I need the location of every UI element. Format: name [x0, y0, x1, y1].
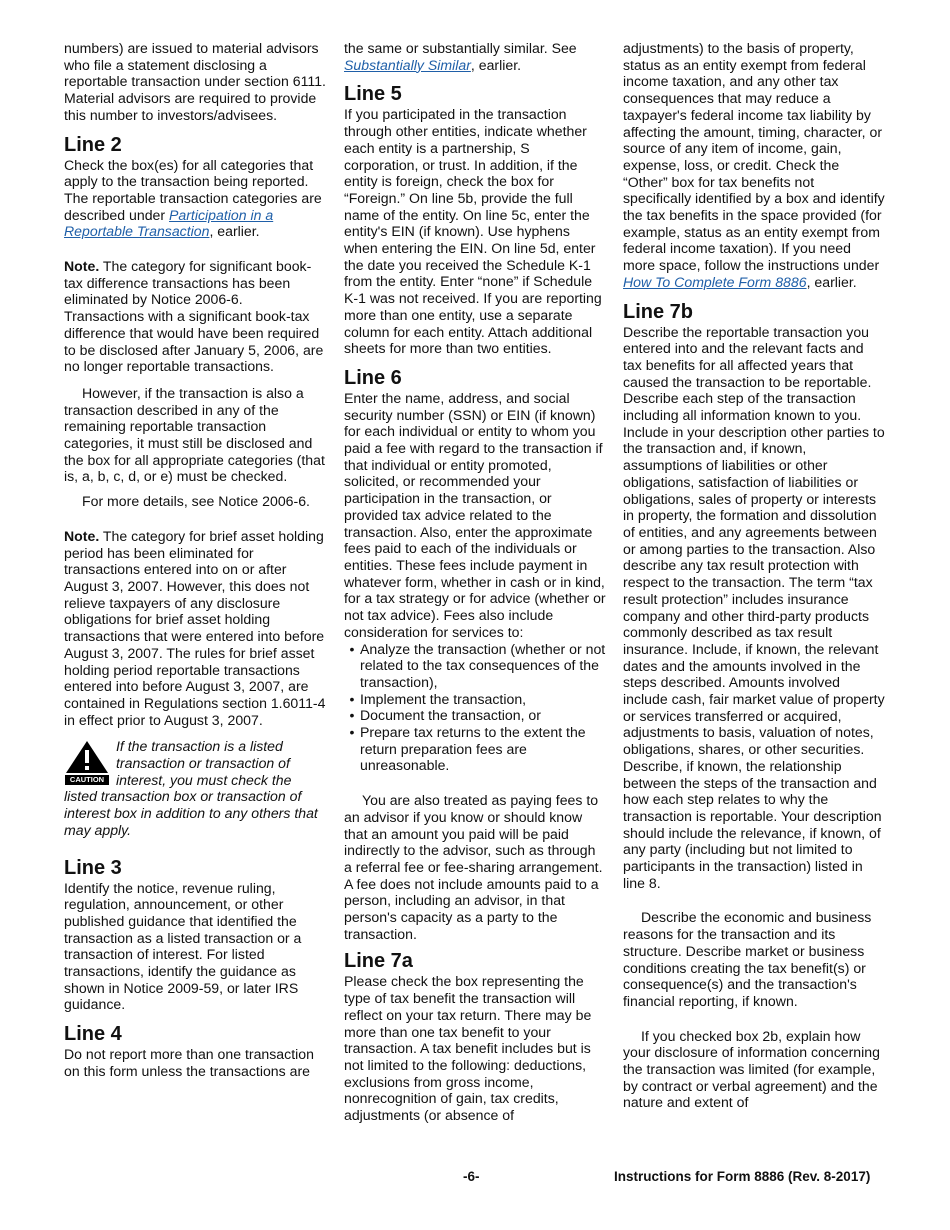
line7b-p3: If you checked box 2b, explain how your disclosure of information concerning the transaction was limited (for example, by contract or verbal agreement) and the nature and extent of [623, 1027, 880, 1111]
col1-intro: numbers) are issued to material advisors who file a statement disclosing a reportable transaction under section 6111. Material advisors are required to provide this number to investors/advisees. [64, 40, 326, 123]
line7a-heading: Line 7a [344, 950, 413, 973]
line2-note1: Note. The category for significant book-tax difference transactions has been eliminated by Notice 2006-6. Transactions with a significant book-tax difference that would have been required to be disclosed after January 5, 2006, are no longer reportable transactions. [64, 258, 324, 375]
line5-text: If you participated in the transaction through other entities, indicate whether each entity is a partnership, S corporation, or trust. In addition, if the entity is foreign, check the box for “Foreign.” On line 5b, provide the full name of the entity. On line 5c, enter the entity's EIN (if known). Use hyphens when entering the EIN. On line 5d, enter the date you received the Schedule K-1 from the entity. Enter “none” if Schedule K-1 was not received. If you are reporting more than one entity, use a separate column for each entity. Attach additional sheets for more than two entities. [344, 106, 602, 357]
participation-link[interactable]: Participation in a Reportable Transaction [64, 206, 274, 240]
column-3 [623, 40, 885, 1119]
line2-however: However, if the transaction is also a transaction described in any of the remaining reportable transaction categories, it must still be disclosed and the box for all appropriate categories (that is, a, b, c, d, or e) must be checked. [64, 384, 325, 485]
line4-text: Do not report more than one transaction on this form unless the transactions are [64, 1046, 314, 1079]
document-title: Instructions for Form 8886 (Rev. 8-2017) [614, 1169, 871, 1184]
warning-triangle-icon [65, 740, 109, 774]
page-number: -6- [463, 1169, 480, 1184]
line2-note2: Note. The category for brief asset holding period has been eliminated for transactions entered into on or after August 3, 2007. However, this does not relieve taxpayers of any disclosure obligations for brief asset holding transactions that were entered into before August 3, 2007. The rules for brief asset holding period reportable transactions entered into before August 3, 2007, are contained in Regulations section 1.6011-4 in effect prior to August 3, 2007. [64, 527, 326, 728]
line7b-text: Describe the reportable transaction you entered into and the relevant facts and tax benefits for all affected years that caused the transaction to be reportable. Describe each step of the transaction including all information known to you. Include in your description other parties to the transaction and, if known, assumptions of liabilities or other obligations, satisfaction of liabilities or obligations, sales of property or interests in property, the formation and dissolution of entities, and any agreements between or among parties to the transaction. Also describe any tax result protection with respect to the transaction. The term “tax result protection” includes insurance company and other third-party products commonly described as tax result insurance. Include, if known, the relevant dates and the amounts involved in the steps described. Amounts involved include cash, fair market value of property or services transferred or acquired, adjustments to basis, valuation of notes, obligations, shares, or other securities. Describe, if known, the relationship between the steps of the transaction and how each step relates to why the transaction is reportable. Your description should include the relevance, if known, of any party (including but not limited to participants in the transaction) listed in line 8. [623, 323, 885, 891]
line6-bullet: • Implement the transaction, [349, 690, 527, 707]
line7a-text: Please check the box representing the type of tax benefit the transaction will reflect on your tax return. There may be more than one tax benefit to your transaction. A tax benefit includes but is not limited to the following: deductions, exclusions from gross income, nonrecognition of gain, tax credits, adjustments (or absence of [344, 973, 592, 1124]
line4-heading: Line 4 [64, 1023, 122, 1046]
line6-bullet: • Analyze the transaction (whether or not related to the tax consequences of the transaction), [349, 640, 606, 690]
caution-text: If the transaction is a listed transaction or transaction of interest, you must check the listed transaction box or transaction of interest box in addition to any others that may apply. [64, 738, 318, 838]
line5-heading: Line 5 [344, 83, 402, 106]
column-1 [64, 40, 326, 1090]
col3-intro: adjustments) to the basis of property, status as an entity exempt from federal income taxation, and any other tax consequences that may reduce a taxpayer's federal income tax liability by affecting the amount, timing, character, or source of any item of income, gain, expense, loss, or credit. Check the “Other” box for tax benefits not specifically identified by a box and identify the tax benefits in the space provided (for example, status as an entity exempt from federal income taxation). If you need more space, follow the instructions under How To Complete Form 8886, earlier. [623, 40, 885, 290]
line2-paragraph: Check the box(es) for all categories that apply to the transaction being reported. The reportable transaction categories are described under Participation in a Reportable Transaction, earlier. [64, 156, 322, 240]
line6-heading: Line 6 [344, 366, 402, 389]
col2-intro: the same or substantially similar. See Substantially Similar, earlier. [344, 40, 577, 73]
caution-icon [64, 740, 110, 786]
column-2 [344, 40, 606, 1134]
line7b-heading: Line 7b [623, 300, 694, 323]
line6-also: You are also treated as paying fees to an advisor if you know or should know that an amount you paid will be paid indirectly to the advisor, such as through a referral fee or fee-sharing arrangement. A fee does not include amounts paid to a person, including an advisor, in that person's capacity as a party to the transaction. [344, 792, 603, 942]
substantially-similar-link[interactable]: Substantially Similar [344, 56, 471, 73]
line6-bullet-list [344, 641, 606, 775]
line2-heading: Line 2 [64, 133, 122, 156]
caution-label: CAUTION [65, 775, 109, 785]
line6-bullet: • Document the transaction, or [349, 707, 541, 724]
line3-text: Identify the notice, revenue ruling, regulation, announcement, or other published guidance that identified the transaction as a listed transaction or a transaction of interest. For listed transactions, identify the guidance as shown in Notice 2009-59, or later IRS guidance. [64, 879, 302, 1013]
line2-more-details: For more details, see Notice 2006-6. [82, 493, 310, 510]
line6-bullet: • Prepare tax returns to the extent the return preparation fees are unreasonable. [349, 724, 586, 774]
line6-text: Enter the name, address, and social security number (SSN) or EIN (if known) for each individual or entity to whom you paid a fee with regard to the transaction if that individual or entity promoted, solicited, or recommended your participation in the transaction, or provided tax advice related to the transaction. Also, enter the approximate fees paid to each of the individuals or entities. These fees include payment in whatever form, whether in cash or in kind, for a tax strategy or for advice (whether or not tax advice). Fees also include consideration for services to: [344, 389, 606, 640]
line3-heading: Line 3 [64, 856, 122, 879]
caution-block [64, 738, 326, 838]
line7b-p2: Describe the economic and business reasons for the transaction and its structure. Describe market or business conditions creating the tax benefit(s) or consequence(s) and the transaction's financial reporting, if known. [623, 909, 872, 1009]
how-to-complete-link[interactable]: How To Complete Form 8886 [623, 273, 807, 290]
